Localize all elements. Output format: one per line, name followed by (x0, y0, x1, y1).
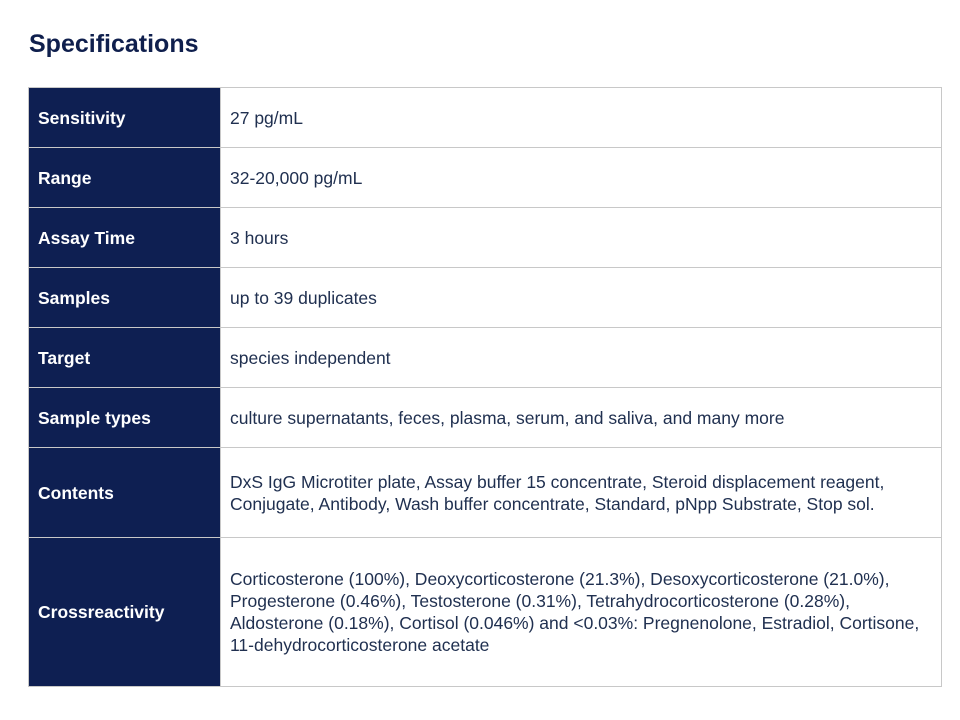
spec-value-crossreactivity: Corticosterone (100%), Deoxycorticosterone (21.3%), Desoxycorticosterone (21.0%), Progesterone (0.46%), Testosterone (0.31%), Tetrahydrocorticosterone (0.28%), Aldosterone (0.18%), Cortisol (0.046%) and <0.03%: Pregnenolone, Estradiol, Cortisone, 11-dehydrocorticosterone acetate (221, 538, 942, 687)
spec-value-target: species independent (221, 328, 942, 388)
spec-label-samples: Samples (29, 268, 221, 328)
spec-label-contents: Contents (29, 448, 221, 538)
table-row (29, 538, 942, 687)
spec-value-samples: up to 39 duplicates (221, 268, 942, 328)
table-row (29, 208, 942, 268)
spec-value-contents: DxS IgG Microtiter plate, Assay buffer 15 concentrate, Steroid displacement reagent, Conjugate, Antibody, Wash buffer concentrate, Standard, pNpp Substrate, Stop sol. (221, 448, 942, 538)
table-row (29, 388, 942, 448)
spec-value-assay-time: 3 hours (221, 208, 942, 268)
spec-label-sensitivity: Sensitivity (29, 88, 221, 148)
spec-value-sensitivity: 27 pg/mL (221, 88, 942, 148)
spec-value-range: 32-20,000 pg/mL (221, 148, 942, 208)
table-row (29, 88, 942, 148)
table-row (29, 268, 942, 328)
spec-label-target: Target (29, 328, 221, 388)
spec-label-crossreactivity: Crossreactivity (29, 538, 221, 687)
spec-label-sample-types: Sample types (29, 388, 221, 448)
spec-label-range: Range (29, 148, 221, 208)
spec-label-assay-time: Assay Time (29, 208, 221, 268)
specifications-table (28, 87, 942, 687)
table-row (29, 148, 942, 208)
table-row (29, 448, 942, 538)
table-row (29, 328, 942, 388)
page-title: Specifications (29, 30, 199, 58)
spec-value-sample-types: culture supernatants, feces, plasma, serum, and saliva, and many more (221, 388, 942, 448)
